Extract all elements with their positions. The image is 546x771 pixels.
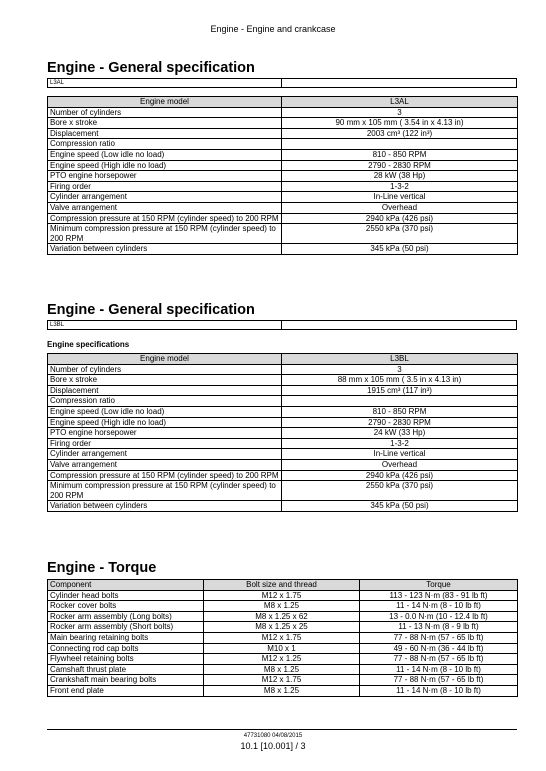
row-value: 28 kW (38 Hp) bbox=[282, 171, 518, 182]
spec-section-l3al bbox=[47, 60, 517, 255]
row-value: 2003 cm³ (122 in³) bbox=[282, 128, 518, 139]
row-value: M10 x 1 bbox=[204, 643, 360, 654]
row-label: Engine speed (Low idle no load) bbox=[48, 149, 282, 160]
row-value: 13 - 0.0 N·m (10 - 12.4 lb ft) bbox=[360, 611, 518, 622]
row-label: Variation between cylinders bbox=[48, 501, 282, 512]
row-label: Minimum compression pressure at 150 RPM (cylinder speed) to 200 RPM bbox=[48, 481, 282, 501]
table-row bbox=[48, 601, 518, 612]
spec-table-body bbox=[48, 364, 518, 511]
table-row bbox=[48, 192, 518, 203]
row-value: 2550 kPa (370 psi) bbox=[282, 481, 518, 501]
row-label: Rocker arm assembly (Short bolts) bbox=[48, 622, 204, 633]
row-value: 24 kW (33 Hp) bbox=[282, 428, 518, 439]
row-value: M8 x 1.25 bbox=[204, 664, 360, 675]
row-value: 1-3-2 bbox=[282, 438, 518, 449]
row-label: Variation between cylinders bbox=[48, 244, 282, 255]
row-label: Rocker arm assembly (Long bolts) bbox=[48, 611, 204, 622]
table-row bbox=[48, 459, 518, 470]
row-value: 1915 cm³ (117 in³) bbox=[282, 385, 518, 396]
table-row bbox=[48, 664, 518, 675]
row-value: 2550 kPa (370 psi) bbox=[282, 224, 518, 244]
row-value: M12 x 1.75 bbox=[204, 590, 360, 601]
row-value: M12 x 1.75 bbox=[204, 632, 360, 643]
row-label: Engine speed (High idle no load) bbox=[48, 417, 282, 428]
row-value: 77 - 88 N·m (57 - 65 lb ft) bbox=[360, 675, 518, 686]
row-label: Compression ratio bbox=[48, 396, 282, 407]
section-title: Engine - General specification bbox=[47, 302, 255, 318]
row-value: 49 - 60 N·m (36 - 44 lb ft) bbox=[360, 643, 518, 654]
header-bolt-size: Bolt size and thread bbox=[204, 580, 360, 591]
row-value: 810 - 850 RPM bbox=[282, 149, 518, 160]
row-label: Compression ratio bbox=[48, 139, 282, 150]
table-row bbox=[48, 501, 518, 512]
table-row bbox=[48, 385, 518, 396]
row-label: Displacement bbox=[48, 128, 282, 139]
row-label: Flywheel retaining bolts bbox=[48, 654, 204, 665]
table-row bbox=[48, 107, 518, 118]
table-row bbox=[48, 449, 518, 460]
torque-table-body bbox=[48, 590, 518, 696]
spec-table-body bbox=[48, 107, 518, 254]
header-model-name: L3AL bbox=[282, 97, 518, 108]
row-value: 88 mm x 105 mm ( 3.5 in x 4.13 in) bbox=[282, 375, 518, 386]
page-header: Engine - Engine and crankcase bbox=[210, 24, 336, 34]
table-row bbox=[48, 224, 518, 244]
row-value: 345 kPa (50 psi) bbox=[282, 501, 518, 512]
row-value: In-Line vertical bbox=[282, 449, 518, 460]
spec-section-l3bl bbox=[47, 302, 517, 512]
header-torque: Torque bbox=[360, 580, 518, 591]
row-value: M8 x 1.25 bbox=[204, 601, 360, 612]
row-label: PTO engine horsepower bbox=[48, 428, 282, 439]
section-title: Engine - Torque bbox=[47, 560, 157, 576]
table-row bbox=[48, 202, 518, 213]
model-tag: L3AL bbox=[48, 79, 282, 87]
row-label: Main bearing retaining bolts bbox=[48, 632, 204, 643]
model-tag: L3BL bbox=[48, 321, 282, 329]
row-value: 77 - 88 N·m (57 - 65 lb ft) bbox=[360, 654, 518, 665]
table-row bbox=[48, 244, 518, 255]
row-value: 113 - 123 N·m (83 - 91 lb ft) bbox=[360, 590, 518, 601]
table-row bbox=[48, 470, 518, 481]
row-label: Number of cylinders bbox=[48, 107, 282, 118]
subsection-title: Engine specifications bbox=[47, 340, 130, 349]
table-row bbox=[48, 375, 518, 386]
table-row bbox=[48, 428, 518, 439]
row-value: 90 mm x 105 mm ( 3.54 in x 4.13 in) bbox=[282, 118, 518, 129]
row-value: Overhead bbox=[282, 202, 518, 213]
row-value bbox=[282, 396, 518, 407]
table-row bbox=[48, 622, 518, 633]
row-label: Compression pressure at 150 RPM (cylinder speed) to 200 RPM bbox=[48, 470, 282, 481]
table-row bbox=[48, 643, 518, 654]
table-row bbox=[48, 149, 518, 160]
header-model-name: L3BL bbox=[282, 354, 518, 365]
spec-table-l3al bbox=[47, 96, 518, 255]
table-header-row bbox=[48, 580, 518, 591]
row-label: Valve arrangement bbox=[48, 459, 282, 470]
row-label: Minimum compression pressure at 150 RPM (cylinder speed) to 200 RPM bbox=[48, 224, 282, 244]
row-label: Connecting rod cap bolts bbox=[48, 643, 204, 654]
row-label: Firing order bbox=[48, 181, 282, 192]
table-row bbox=[48, 128, 518, 139]
footer-doc-id: 47731080 04/08/2015 bbox=[243, 733, 303, 739]
row-value: 2790 - 2830 RPM bbox=[282, 160, 518, 171]
table-row bbox=[48, 364, 518, 375]
row-label: Displacement bbox=[48, 385, 282, 396]
row-value: 77 - 88 N·m (57 - 65 lb ft) bbox=[360, 632, 518, 643]
table-row bbox=[48, 417, 518, 428]
row-value: M12 x 1.75 bbox=[204, 675, 360, 686]
row-value bbox=[282, 139, 518, 150]
model-tag-box bbox=[47, 78, 517, 88]
row-value: 11 - 14 N·m (8 - 10 lb ft) bbox=[360, 685, 518, 696]
table-row bbox=[48, 632, 518, 643]
row-value: 3 bbox=[282, 107, 518, 118]
row-value: 11 - 13 N·m (8 - 9 lb ft) bbox=[360, 622, 518, 633]
table-header-row bbox=[48, 354, 518, 365]
row-value: M8 x 1.25 x 25 bbox=[204, 622, 360, 633]
row-label: Cylinder arrangement bbox=[48, 449, 282, 460]
row-label: Camshaft thrust plate bbox=[48, 664, 204, 675]
row-value: 11 - 14 N·m (8 - 10 lb ft) bbox=[360, 664, 518, 675]
row-label: Engine speed (High idle no load) bbox=[48, 160, 282, 171]
table-row bbox=[48, 118, 518, 129]
footer-page-number: 10.1 [10.001] / 3 bbox=[240, 741, 306, 751]
model-tag-box bbox=[47, 320, 517, 330]
table-row bbox=[48, 685, 518, 696]
row-label: Front end plate bbox=[48, 685, 204, 696]
row-label: Engine speed (Low idle no load) bbox=[48, 406, 282, 417]
row-label: Crankshaft main bearing bolts bbox=[48, 675, 204, 686]
row-value: 810 - 850 RPM bbox=[282, 406, 518, 417]
row-value: 3 bbox=[282, 364, 518, 375]
row-value: 1-3-2 bbox=[282, 181, 518, 192]
row-value: M8 x 1.25 bbox=[204, 685, 360, 696]
table-row bbox=[48, 675, 518, 686]
table-row bbox=[48, 396, 518, 407]
table-row bbox=[48, 171, 518, 182]
row-value: 11 - 14 N·m (8 - 10 lb ft) bbox=[360, 601, 518, 612]
footer-rule bbox=[47, 729, 517, 730]
row-value: 2790 - 2830 RPM bbox=[282, 417, 518, 428]
table-row bbox=[48, 406, 518, 417]
table-row bbox=[48, 160, 518, 171]
torque-section bbox=[47, 560, 517, 697]
table-row bbox=[48, 611, 518, 622]
row-value: In-Line vertical bbox=[282, 192, 518, 203]
row-label: PTO engine horsepower bbox=[48, 171, 282, 182]
row-label: Compression pressure at 150 RPM (cylinder speed) to 200 RPM bbox=[48, 213, 282, 224]
row-value: 2940 kPa (426 psi) bbox=[282, 470, 518, 481]
header-engine-model: Engine model bbox=[48, 97, 282, 108]
table-row bbox=[48, 139, 518, 150]
header-component: Component bbox=[48, 580, 204, 591]
table-row bbox=[48, 438, 518, 449]
table-row bbox=[48, 213, 518, 224]
row-label: Valve arrangement bbox=[48, 202, 282, 213]
row-label: Firing order bbox=[48, 438, 282, 449]
table-row bbox=[48, 481, 518, 501]
row-label: Number of cylinders bbox=[48, 364, 282, 375]
row-label: Cylinder head bolts bbox=[48, 590, 204, 601]
table-row bbox=[48, 181, 518, 192]
row-value: M12 x 1.25 bbox=[204, 654, 360, 665]
table-row bbox=[48, 654, 518, 665]
row-label: Rocker cover bolts bbox=[48, 601, 204, 612]
row-label: Cylinder arrangement bbox=[48, 192, 282, 203]
row-label: Bore x stroke bbox=[48, 375, 282, 386]
row-label: Bore x stroke bbox=[48, 118, 282, 129]
spec-table-l3bl bbox=[47, 353, 518, 512]
row-value: Overhead bbox=[282, 459, 518, 470]
table-header-row bbox=[48, 97, 518, 108]
row-value: 345 kPa (50 psi) bbox=[282, 244, 518, 255]
row-value: M8 x 1.25 x 62 bbox=[204, 611, 360, 622]
torque-table bbox=[47, 579, 518, 697]
table-row bbox=[48, 590, 518, 601]
section-title: Engine - General specification bbox=[47, 60, 255, 76]
row-value: 2940 kPa (426 psi) bbox=[282, 213, 518, 224]
header-engine-model: Engine model bbox=[48, 354, 282, 365]
